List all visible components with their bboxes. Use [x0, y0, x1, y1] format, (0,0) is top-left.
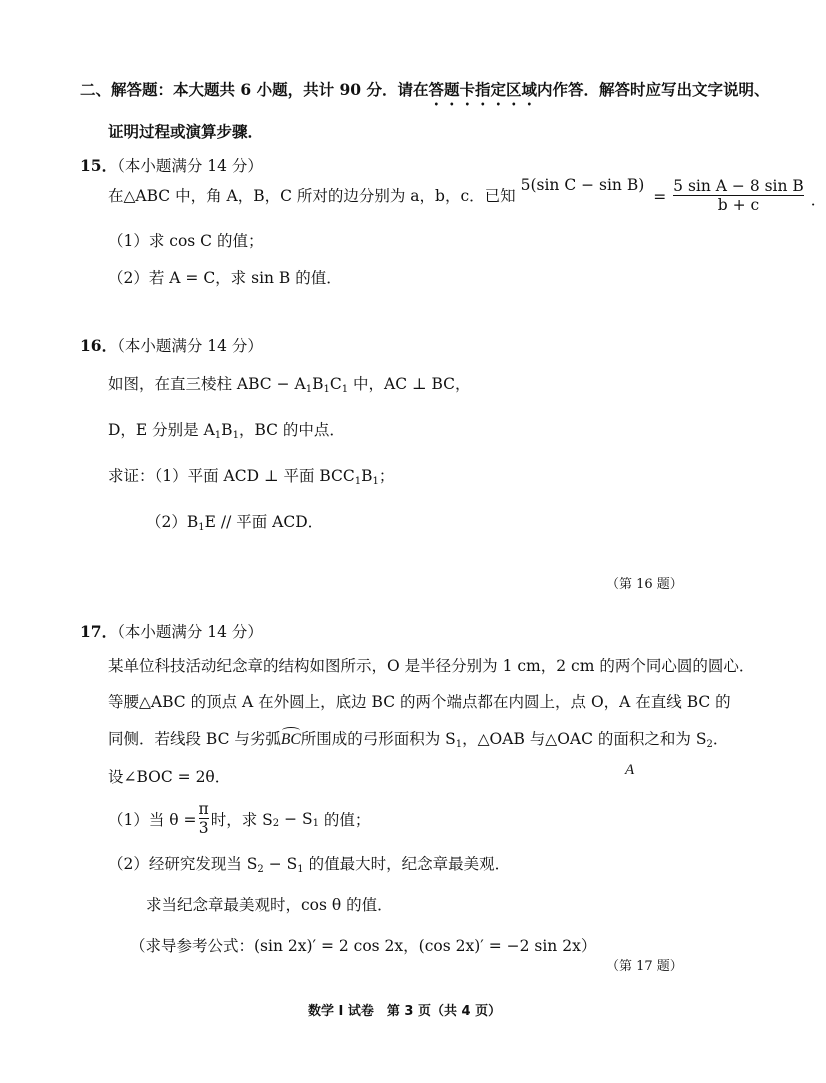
q17-line3	[108, 727, 728, 750]
q16-line1-d: 中，AC ⊥ BC，	[348, 375, 471, 393]
section-header-text-2: 内作答．解答时应写出文字说明、	[536, 80, 770, 99]
fraction-denominator: 3	[198, 819, 209, 838]
q17-part2	[108, 852, 510, 875]
q16-proof1-b: B	[361, 467, 373, 485]
pi-over-3-fraction	[199, 801, 209, 837]
q17-part1-c: − S	[279, 810, 313, 829]
q17-part1-text: （1）当 θ =	[108, 811, 197, 830]
q17-part2-line2: 求当纪念章最美观时，cos θ 的值．	[146, 896, 393, 914]
subscript: 2	[257, 864, 264, 875]
subscript: 2	[706, 739, 713, 750]
q17-line1: 某单位科技活动纪念章的结构如图所示，O 是半径分别为 1 cm，2 cm 的两个同心圆的圆心．	[108, 657, 755, 675]
figure-17-caption: （第 17 题）	[606, 959, 683, 974]
q16-line1	[108, 372, 471, 395]
q16-line2-c: ，BC 的中点．	[238, 421, 345, 439]
subscript: 1	[455, 739, 463, 750]
subscript: 1	[372, 476, 379, 487]
subscript: 1	[198, 522, 205, 533]
q17-part2-text: （2）经研究发现当 S	[108, 855, 258, 873]
q16-proof2-text: （2）B	[146, 513, 199, 531]
q17-part2-c: 的值最大时，纪念章最美观．	[303, 855, 511, 873]
subscript: 1	[341, 384, 349, 395]
q15-period: ．	[810, 191, 826, 209]
q15-lhs: 5(sin C − sin B)	[520, 176, 645, 194]
subscript: 1	[323, 384, 330, 395]
subscript: 1	[232, 430, 239, 441]
section-header-text: 二、解答题：本大题共 6 小题，共计 90 分．请在	[80, 80, 429, 99]
page-footer: 数学 I 试卷 第 3 页（共 4 页）	[308, 1004, 502, 1019]
q15-stem	[108, 176, 826, 215]
q15-rhs-fraction	[673, 178, 804, 214]
subscript: 1	[214, 430, 222, 441]
q17-score: （本小题满分 14 分）	[117, 623, 263, 641]
subscript: 1	[297, 864, 304, 875]
q15-part2: （2）若 A = C，求 sin B 的值．	[108, 269, 342, 287]
q15-number: 15．	[80, 156, 118, 175]
q17-part1	[108, 801, 370, 837]
subscript: 1	[312, 818, 319, 830]
q15-score: （本小题满分 14 分）	[117, 157, 263, 175]
q16-line2-text: D，E 分别是 A	[108, 421, 215, 439]
minor-arc-bc: BC	[280, 731, 301, 748]
q17-part1-b: 时，求 S	[210, 811, 273, 830]
q15-stem-text: 在△ABC 中，角 A，B，C 所对的边分别为 a，b，c．已知	[108, 187, 516, 205]
q17-line3-text: 同侧．若线段 BC 与劣弧	[108, 730, 281, 748]
q17-line4: 设∠BOC = 2θ．	[108, 768, 231, 786]
q15-heading	[80, 154, 263, 176]
subscript: 1	[354, 476, 362, 487]
q15-rhs-numerator: 5 sin A − 8 sin B	[673, 177, 804, 195]
q17-line3-c: ，△OAB 与△OAC 的面积之和为 S	[462, 730, 707, 748]
q16-line2-b: B	[221, 421, 233, 439]
fraction-numerator: π	[198, 800, 209, 818]
q16-proof2-b: E // 平面 ACD．	[204, 513, 324, 531]
q16-line1-c: C	[329, 375, 342, 393]
section-header-line2: 证明过程或演算步骤．	[108, 122, 264, 141]
figure-16-caption: （第 16 题）	[606, 577, 683, 592]
emphasis-text: 答题卡指定区域	[428, 80, 537, 99]
q16-score: （本小题满分 14 分）	[117, 337, 263, 355]
q16-number: 16．	[80, 336, 118, 355]
section-header	[80, 78, 769, 109]
q16-line2	[108, 418, 345, 441]
q15-rhs-denominator: b + c	[673, 195, 804, 214]
q17-derivative-hint: （求导参考公式：(sin 2x)′ = 2 cos 2x，(cos 2x)′ = −2 sin 2x）	[130, 937, 597, 955]
q16-proof1	[108, 464, 394, 487]
q17-heading	[80, 620, 263, 642]
q16-proof1-c: ；	[378, 467, 395, 485]
q15-equals: =	[653, 188, 667, 206]
q16-proof2	[146, 510, 323, 533]
q17-number: 17．	[80, 622, 118, 641]
subscript: 1	[305, 384, 313, 395]
figure-17-label-a: A	[625, 762, 635, 778]
q16-proof1-text: 求证：（1）平面 ACD ⊥ 平面 BCC	[108, 467, 355, 485]
q15-equation	[520, 176, 826, 215]
q16-line1-text: 如图，在直三棱柱 ABC − A	[108, 375, 306, 393]
q17-line3-d: ．	[712, 730, 729, 748]
q17-line2: 等腰△ABC 的顶点 A 在外圆上，底边 BC 的两个端点都在内圆上，点 O，A 在直线 BC 的	[108, 693, 731, 711]
q16-line1-b: B	[312, 375, 324, 393]
q17-part2-b: − S	[263, 855, 298, 873]
subscript: 2	[272, 818, 280, 830]
q16-heading	[80, 334, 263, 356]
q17-part1-d: 的值；	[319, 811, 371, 830]
q17-line3-b: 所围成的弓形面积为 S	[300, 730, 456, 748]
q15-part1: （1）求 cos C 的值；	[108, 232, 264, 250]
